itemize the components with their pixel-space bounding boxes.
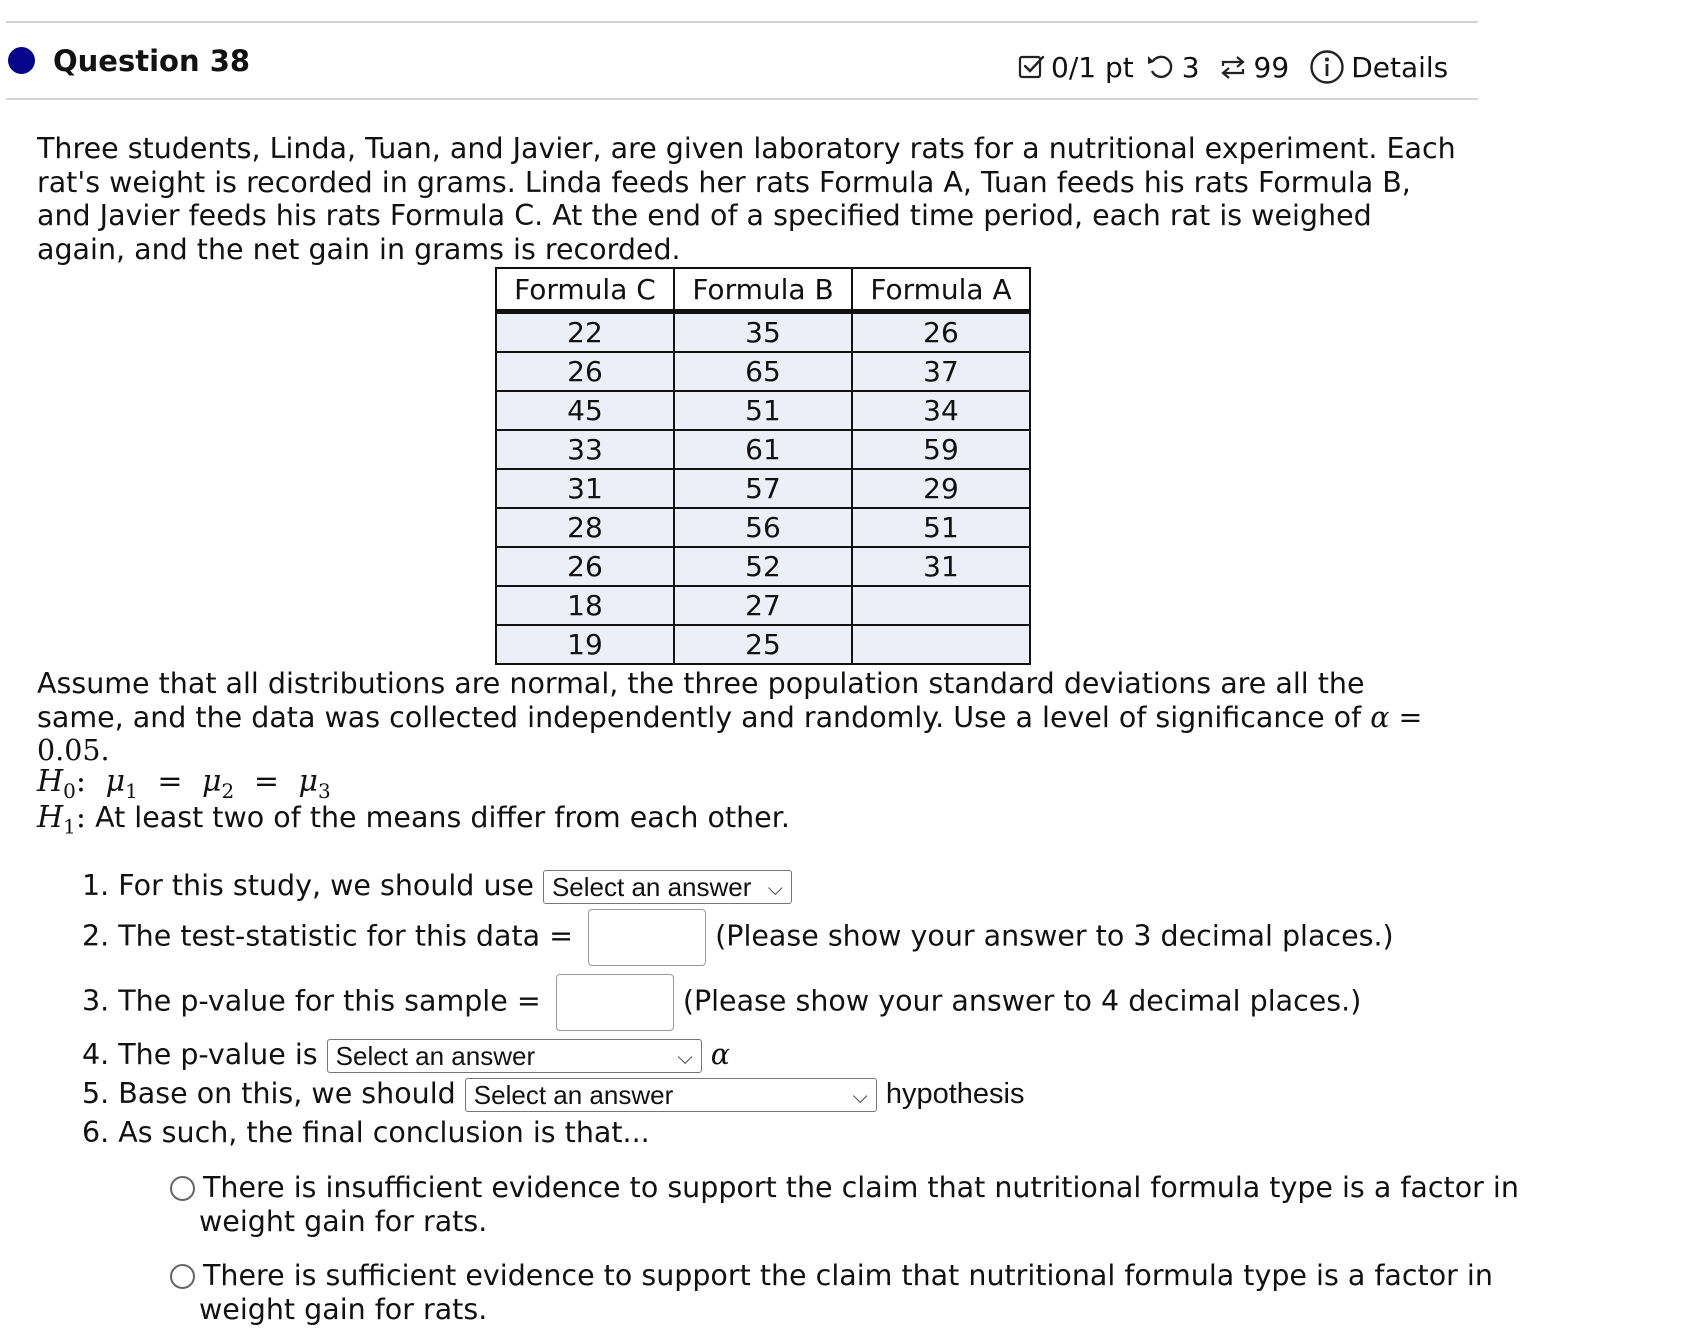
table-cell: 37 <box>852 352 1030 391</box>
option-sufficient-line1: There is sufficient evidence to support the claim that nutritional formula type is a factor in <box>203 1259 1493 1292</box>
conclusion-radio-insufficient[interactable] <box>170 1176 195 1201</box>
step-4: 4. The p-value is Select an answer ⌵ α <box>82 1038 730 1073</box>
option-sufficient-line2: weight gain for rats. <box>199 1293 488 1326</box>
score-text: 0/1 pt <box>1051 50 1134 84</box>
null-hypothesis: $H_0$: $\mu_1 = \mu_2 = \mu_3$ <box>37 764 331 803</box>
table-cell: 56 <box>674 508 852 547</box>
table-cell: 25 <box>674 625 852 664</box>
table-cell: 31 <box>852 547 1030 586</box>
table-cell: 59 <box>852 430 1030 469</box>
chevron-down-icon: ⌵ <box>852 1086 868 1108</box>
table-cell: 57 <box>674 469 852 508</box>
checkbox-icon <box>1018 54 1045 81</box>
column-header: Formula C <box>496 268 674 312</box>
table-row <box>496 469 1030 508</box>
table-cell: 22 <box>496 312 674 353</box>
header-divider <box>6 98 1478 100</box>
weight-gain-table <box>495 267 1031 665</box>
step-1: 1. For this study, we should use Select an answer ⌵ <box>82 869 792 904</box>
p-value-input[interactable] <box>556 974 674 1031</box>
question-meta <box>1018 49 1448 85</box>
test-type-select[interactable]: Select an answer ⌵ <box>543 870 792 904</box>
table-cell: 26 <box>496 547 674 586</box>
table-cell: 26 <box>496 352 674 391</box>
table-cell: 52 <box>674 547 852 586</box>
table-cell: 51 <box>852 508 1030 547</box>
table-cell: 19 <box>496 625 674 664</box>
info-icon[interactable] <box>1309 49 1345 85</box>
table-cell <box>852 625 1030 664</box>
table-cell: 27 <box>674 586 852 625</box>
assumption-paragraph <box>37 667 1457 768</box>
table-row <box>496 312 1030 353</box>
table-cell: 28 <box>496 508 674 547</box>
table-cell: 26 <box>852 312 1030 353</box>
intro-paragraph: Three students, Linda, Tuan, and Javier, are given laboratory rats for a nutritional experiment. Each rat's weight is recorded in grams. Linda feeds her rats Formula A, Tuan feeds his rats Formula B, and Javier feeds his rats Formula C. At the end of a specified time period, each rat is weighed again, and the net gain in grams is recorded. <box>37 132 1456 266</box>
test-statistic-input[interactable] <box>588 909 706 966</box>
table-row <box>496 352 1030 391</box>
p-value-comparison-select[interactable]: Select an answer ⌵ <box>327 1039 702 1073</box>
retries-count: 3 <box>1181 50 1200 84</box>
table-header-row <box>496 268 1030 312</box>
column-header: Formula A <box>852 268 1030 312</box>
table-row <box>496 625 1030 664</box>
table-cell <box>852 586 1030 625</box>
table-row <box>496 391 1030 430</box>
question-title: Question 38 <box>53 44 251 78</box>
table-cell: 51 <box>674 391 852 430</box>
option-insufficient-line2: weight gain for rats. <box>199 1205 488 1238</box>
column-header: Formula B <box>674 268 852 312</box>
table-cell: 31 <box>496 469 674 508</box>
step-5: 5. Base on this, we should Select an answer ⌵ hypothesis <box>82 1077 1025 1112</box>
option-insufficient-line1: There is insufficient evidence to support the claim that nutritional formula type is a factor in <box>203 1171 1519 1204</box>
table-row <box>496 508 1030 547</box>
step-3: 3. The p-value for this sample = (Please show your answer to 4 decimal places.) <box>82 974 1361 1031</box>
alpha-symbol: α <box>1370 700 1390 734</box>
top-divider <box>6 21 1478 23</box>
table-row <box>496 547 1030 586</box>
submissions-count: 99 <box>1253 50 1290 84</box>
table-cell: 61 <box>674 430 852 469</box>
step-6: 6. As such, the final conclusion is that... <box>82 1116 650 1149</box>
table-cell: 33 <box>496 430 674 469</box>
question-status-dot <box>8 47 35 74</box>
retry-icon[interactable] <box>1146 52 1176 82</box>
table-cell: 18 <box>496 586 674 625</box>
table-cell: 65 <box>674 352 852 391</box>
chevron-down-icon: ⌵ <box>767 878 783 900</box>
chevron-down-icon: ⌵ <box>677 1047 693 1069</box>
details-link[interactable]: Details <box>1351 50 1449 84</box>
alpha-value: = 0.05. <box>37 700 1423 767</box>
submissions-icon <box>1218 52 1248 82</box>
table-row <box>496 586 1030 625</box>
step-2: 2. The test-statistic for this data = (Please show your answer to 3 decimal places.) <box>82 909 1394 966</box>
decision-select[interactable]: Select an answer ⌵ <box>465 1078 877 1112</box>
table-cell: 29 <box>852 469 1030 508</box>
table-row <box>496 430 1030 469</box>
table-cell: 45 <box>496 391 674 430</box>
table-cell: 35 <box>674 312 852 353</box>
table-cell: 34 <box>852 391 1030 430</box>
conclusion-radio-sufficient[interactable] <box>170 1264 195 1289</box>
assumption-text: Assume that all distributions are normal, the three population standard deviations are all the same, and the data was collected independently and randomly. Use a level of significance of <box>37 667 1365 734</box>
alternative-hypothesis: $H_1$: At least two of the means differ from each other. <box>37 800 790 839</box>
